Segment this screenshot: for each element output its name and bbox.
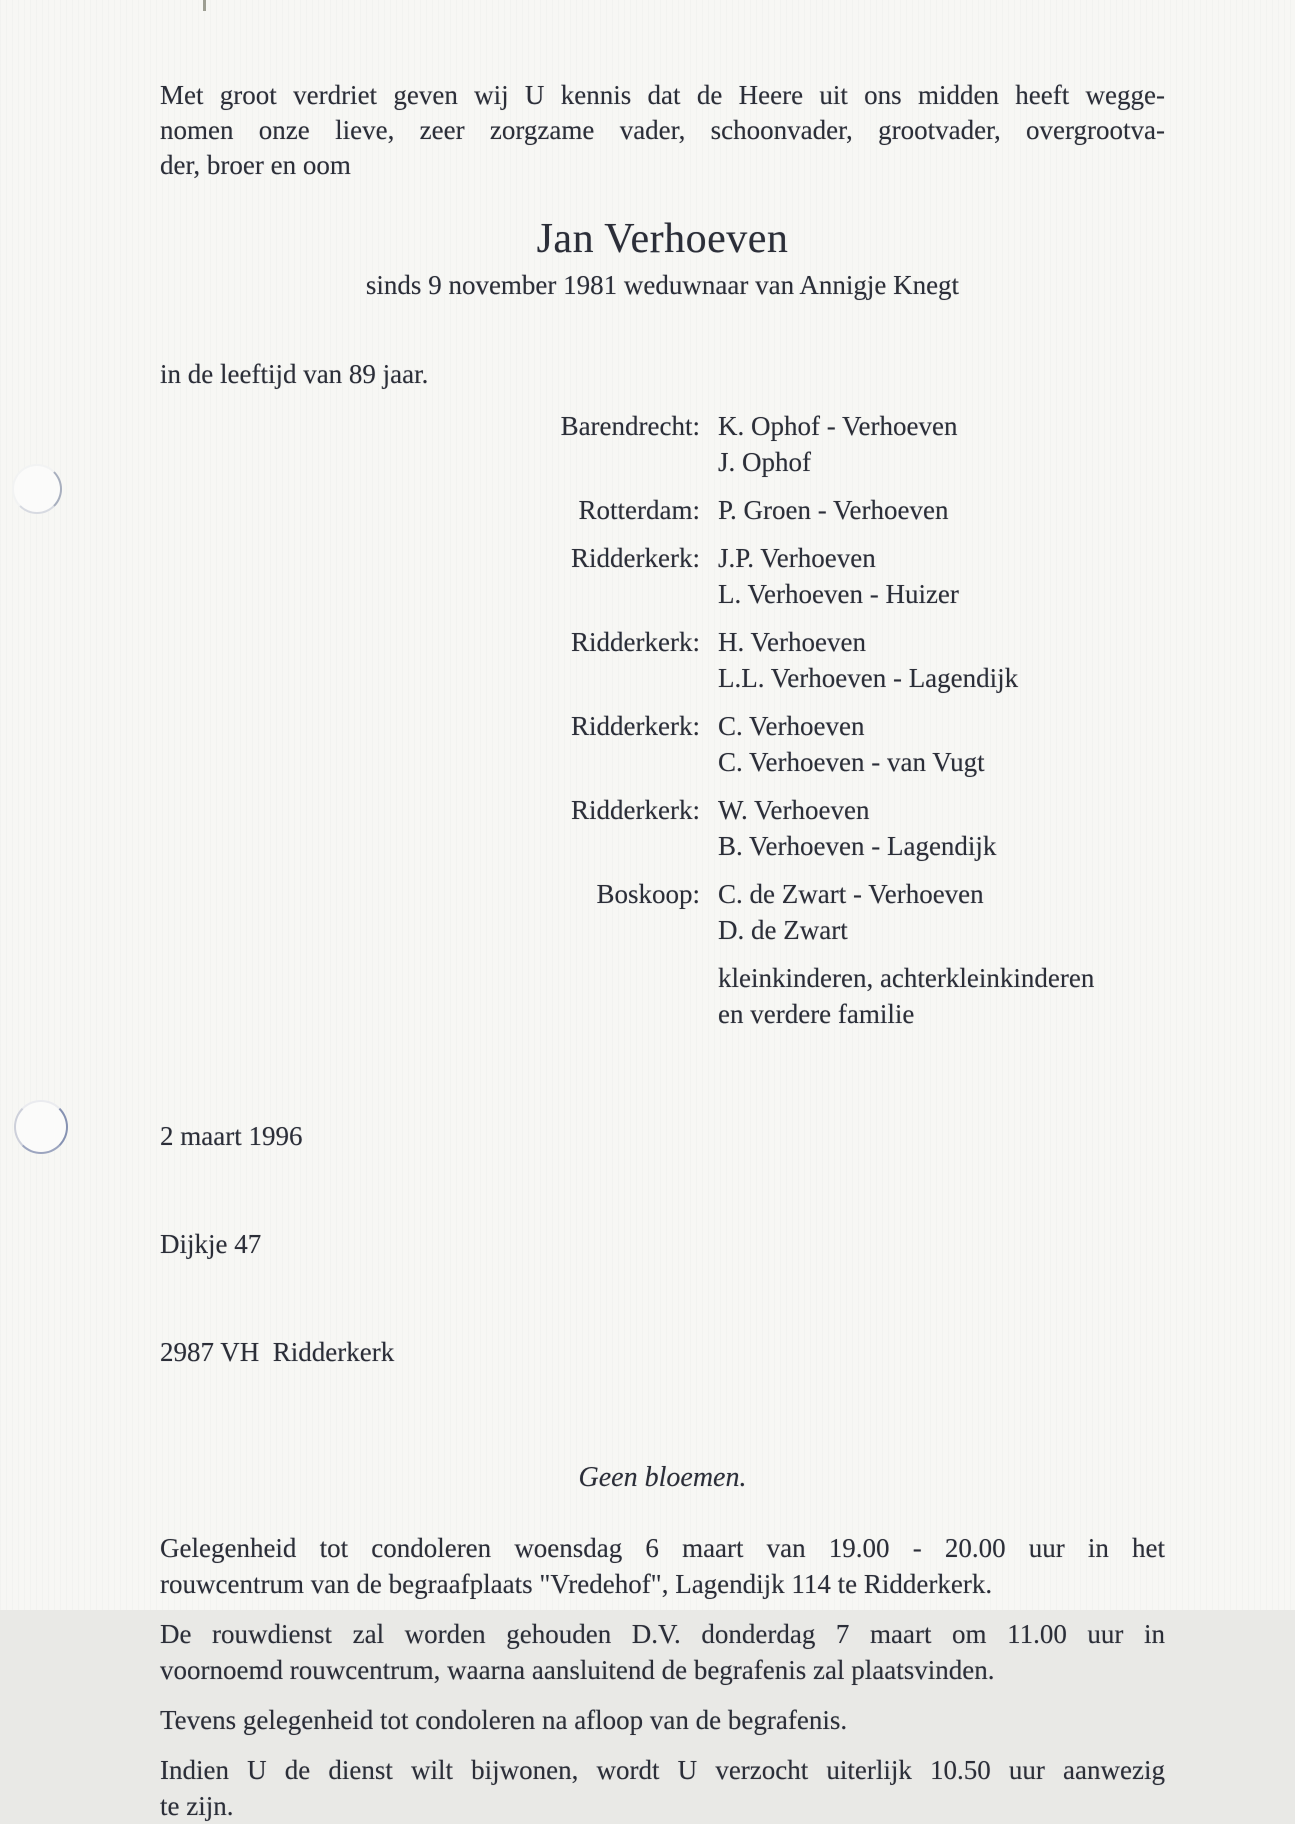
text-line: J.P. Verhoeven (718, 543, 876, 573)
text-line: H. Verhoeven (718, 627, 866, 657)
widower-line: sinds 9 november 1981 weduwnaar van Annigje Knegt (365, 270, 960, 300)
scan-artifact-tick (203, 0, 206, 11)
text-line: De rouwdienst zal worden gehouden D.V. donderdag 7 maart om 11.00 uur in (160, 1619, 1165, 1649)
intro-paragraph (160, 78, 1165, 183)
family-names (718, 792, 996, 864)
notice-paragraph (160, 1752, 1165, 1824)
family-names (718, 492, 948, 528)
family-names (718, 960, 1094, 1032)
text-line: C. Verhoeven - van Vugt (718, 747, 985, 777)
notice-paragraphs (160, 1530, 1165, 1824)
family-place: Rotterdam: (578, 495, 700, 525)
text-line: P. Groen - Verhoeven (718, 495, 949, 525)
family-row (160, 408, 1165, 480)
family-row (160, 792, 1165, 864)
text-line: L.L. Verhoeven - Lagendijk (718, 663, 1019, 693)
family-names (718, 540, 959, 612)
text-line: K. Ophof - Verhoeven (718, 411, 958, 441)
address-line-city: 2987 VH Ridderkerk (160, 1337, 395, 1367)
text-line: nomen onze lieve, zeer zorgzame vader, schoonvader, grootvader, overgrootva- (160, 115, 1165, 145)
family-row (160, 708, 1165, 780)
notice-paragraph (160, 1702, 1165, 1738)
text-line: L. Verhoeven - Huizer (718, 579, 959, 609)
family-place: Ridderkerk: (571, 627, 700, 657)
announcement-content (160, 78, 1165, 1824)
family-row (160, 540, 1165, 612)
punch-hole-bottom (14, 1100, 68, 1154)
address-line-street: Dijkje 47 (160, 1229, 262, 1259)
family-names (718, 708, 985, 780)
text-line: Indien U de dienst wilt bijwonen, wordt U verzocht uiterlijk 10.50 uur aanwezig (160, 1755, 1165, 1785)
punch-hole-top (12, 464, 62, 514)
family-names (718, 408, 957, 480)
text-line: Gelegenheid tot condoleren woensdag 6 maart van 19.00 - 20.00 uur in het (160, 1533, 1165, 1563)
family-list (160, 408, 1165, 1032)
text-line: en verdere familie (718, 999, 915, 1029)
text-line: C. de Zwart - Verhoeven (718, 879, 984, 909)
family-row (160, 492, 1165, 528)
no-flowers-line: Geen bloemen. (578, 1462, 747, 1493)
family-row (160, 624, 1165, 696)
notice-paragraph (160, 1616, 1165, 1688)
date-address-block (160, 1046, 1165, 1442)
text-line: C. Verhoeven (718, 711, 865, 741)
family-names (718, 624, 1018, 696)
family-place: Boskoop: (596, 879, 700, 909)
family-row (160, 960, 1165, 1032)
text-line: Met groot verdriet geven wij U kennis dat de Heere uit ons midden heeft wegge- (160, 80, 1165, 110)
family-names (718, 876, 984, 948)
age-line: in de leeftijd van 89 jaar. (160, 359, 429, 389)
family-row (160, 876, 1165, 948)
text-line: J. Ophof (718, 447, 811, 477)
notice-paragraph (160, 1530, 1165, 1602)
family-place: Barendrecht: (560, 411, 700, 441)
text-line: W. Verhoeven (718, 795, 870, 825)
family-place: Ridderkerk: (571, 795, 700, 825)
text-line: D. de Zwart (718, 915, 848, 945)
text-line: rouwcentrum van de begraafplaats "Vredehof", Lagendijk 114 te Ridderkerk. (160, 1569, 993, 1599)
family-place: Ridderkerk: (571, 711, 700, 741)
text-line: voornoemd rouwcentrum, waarna aansluitend de begrafenis zal plaatsvinden. (160, 1655, 995, 1685)
text-line: B. Verhoeven - Lagendijk (718, 831, 997, 861)
family-place: Ridderkerk: (571, 543, 700, 573)
date-line: 2 maart 1996 (160, 1121, 303, 1151)
deceased-name: Jan Verhoeven (536, 216, 789, 262)
text-line: te zijn. (160, 1791, 234, 1821)
text-line: der, broer en oom (160, 150, 351, 180)
family-place (160, 960, 700, 1032)
text-line: kleinkinderen, achterkleinkinderen (718, 963, 1095, 993)
text-line: Tevens gelegenheid tot condoleren na afloop van de begrafenis. (160, 1705, 848, 1735)
